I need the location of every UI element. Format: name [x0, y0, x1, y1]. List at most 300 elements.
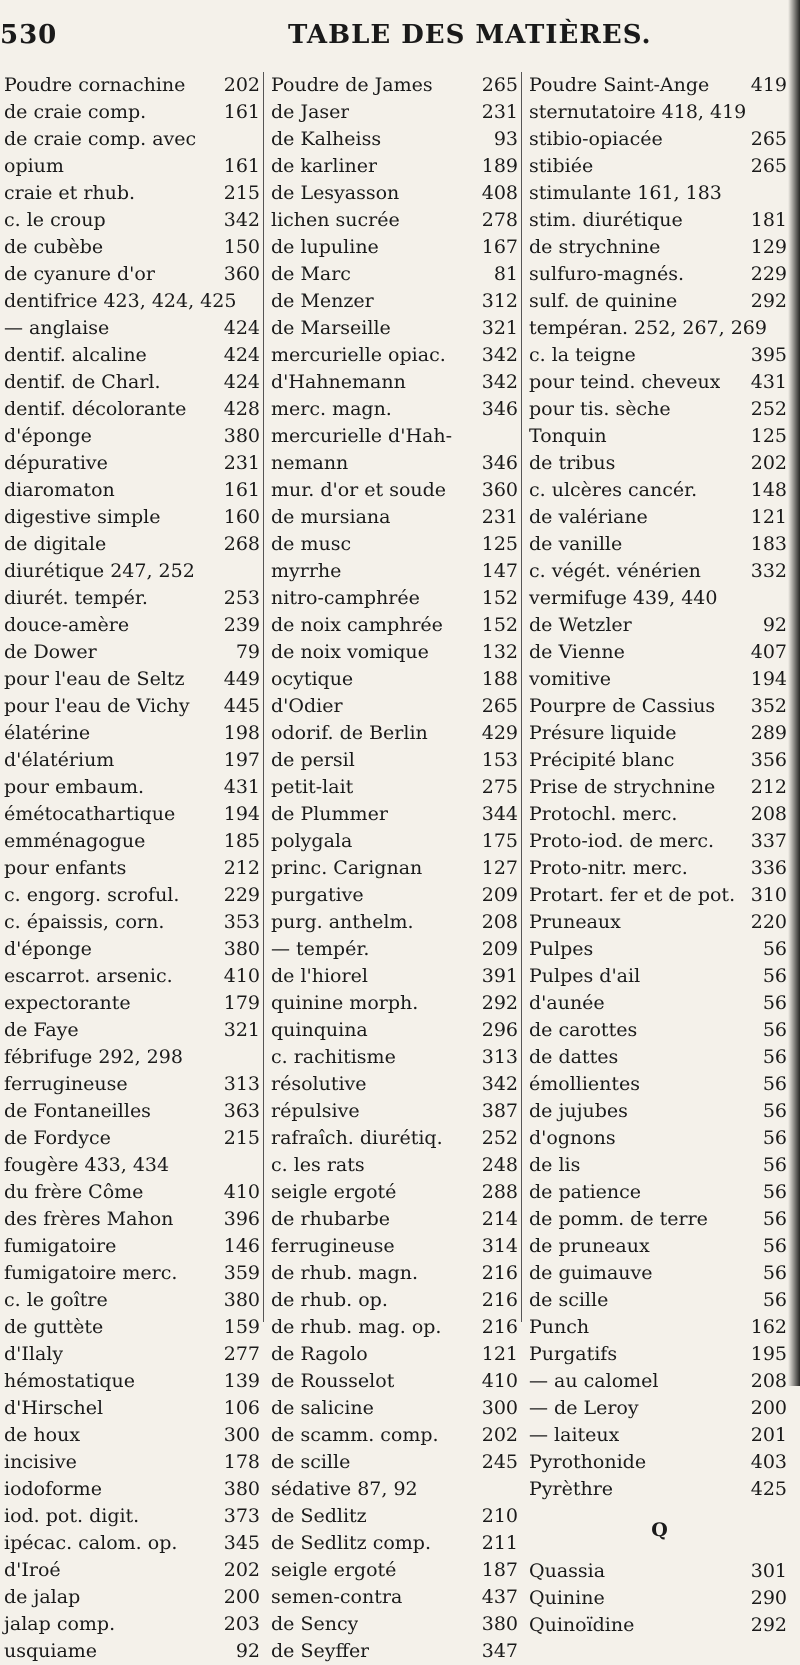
index-entry — [267, 126, 521, 153]
entry-label: Tonquin — [529, 425, 607, 447]
index-entry — [267, 774, 521, 801]
index-entry — [0, 261, 263, 288]
entry-page: 214 — [481, 1208, 518, 1230]
entry-label: lichen sucrée — [271, 209, 400, 231]
index-entry — [0, 882, 263, 909]
entry-label: fébrifuge 292, 298 — [4, 1046, 183, 1068]
index-entry — [0, 855, 263, 882]
entry-label: Pyrèthre — [529, 1478, 614, 1500]
entry-label: Poudre Saint-Ange — [529, 74, 710, 96]
index-entry — [267, 1233, 521, 1260]
entry-label: du frère Côme — [4, 1181, 144, 1203]
entry-label: de Rousselot — [271, 1370, 395, 1392]
entry-page: 346 — [481, 452, 518, 474]
index-entry — [267, 639, 521, 666]
entry-page: 162 — [750, 1316, 787, 1338]
entry-label: émétocathartique — [4, 803, 176, 825]
entry-page: 253 — [223, 587, 260, 609]
index-entry — [0, 1530, 263, 1557]
entry-label: de lis — [529, 1154, 581, 1176]
index-entry — [525, 477, 790, 504]
entry-page: 356 — [750, 749, 787, 771]
index-entry — [0, 1557, 263, 1584]
entry-label: de Sedlitz comp. — [271, 1532, 432, 1554]
entry-label: de Fordyce — [4, 1127, 111, 1149]
entry-page: 185 — [223, 830, 260, 852]
entry-label: Quassia — [529, 1560, 606, 1582]
entry-page: 248 — [481, 1154, 518, 1176]
index-entry — [525, 720, 790, 747]
entry-label: Proto-iod. de merc. — [529, 830, 715, 852]
index-entry — [525, 1098, 790, 1125]
index-entry — [525, 396, 790, 423]
entry-label: de Ragolo — [271, 1343, 368, 1365]
entry-page: 175 — [481, 830, 518, 852]
entry-page: 410 — [223, 965, 260, 987]
entry-page: 321 — [223, 1019, 260, 1041]
index-entry — [525, 1368, 790, 1395]
index-entry — [0, 153, 263, 180]
page-number: 530 — [0, 20, 58, 50]
index-entry — [267, 342, 521, 369]
index-entry — [525, 1287, 790, 1314]
entry-page: 189 — [481, 155, 518, 177]
index-entry — [525, 1395, 790, 1422]
entry-label: Pourpre de Cassius — [529, 695, 716, 717]
entry-label: Quinine — [529, 1587, 605, 1609]
index-entry — [0, 1287, 263, 1314]
entry-label: dentifrice 423, 424, 425 — [4, 290, 237, 312]
entry-label: de jujubes — [529, 1100, 628, 1122]
entry-label: de cubèbe — [4, 236, 104, 258]
index-entry — [525, 1476, 790, 1503]
entry-page: 153 — [481, 749, 518, 771]
entry-page: 268 — [223, 533, 260, 555]
index-entry — [267, 180, 521, 207]
entry-label: de Fontaneilles — [4, 1100, 151, 1122]
entry-page: 292 — [750, 290, 787, 312]
entry-page: 229 — [223, 884, 260, 906]
index-entry — [267, 801, 521, 828]
index-entry — [0, 936, 263, 963]
entry-page: 391 — [481, 965, 518, 987]
index-entry — [267, 450, 521, 477]
entry-page: 231 — [223, 452, 260, 474]
index-entry — [525, 369, 790, 396]
entry-label: c. épaissis, corn. — [4, 911, 165, 933]
entry-label: nemann — [271, 452, 349, 474]
entry-page: 424 — [223, 371, 260, 393]
index-entry — [525, 585, 790, 612]
entry-label: de houx — [4, 1424, 81, 1446]
index-entry — [0, 72, 263, 99]
entry-page: 160 — [223, 506, 260, 528]
entry-page: 288 — [481, 1181, 518, 1203]
entry-label: de jalap — [4, 1586, 81, 1608]
index-entry — [0, 396, 263, 423]
entry-page: 152 — [481, 587, 518, 609]
entry-page: 387 — [481, 1100, 518, 1122]
index-entry — [267, 1557, 521, 1584]
entry-page: 300 — [481, 1397, 518, 1419]
entry-page: 121 — [481, 1343, 518, 1365]
entry-label: de rhub. mag. op. — [271, 1316, 442, 1338]
entry-label: de lupuline — [271, 236, 379, 258]
entry-label: d'Iroé — [4, 1559, 61, 1581]
entry-label: pour tis. sèche — [529, 398, 671, 420]
entry-page: 428 — [223, 398, 260, 420]
entry-label: diaromaton — [4, 479, 115, 501]
index-entry — [267, 666, 521, 693]
index-entry — [0, 1611, 263, 1638]
entry-label: c. la teigne — [529, 344, 636, 366]
entry-page: 56 — [762, 1262, 787, 1284]
index-entry — [0, 369, 263, 396]
entry-page: 215 — [223, 182, 260, 204]
entry-label: Présure liquide — [529, 722, 677, 744]
index-entry — [525, 801, 790, 828]
entry-label: de Sedlitz — [271, 1505, 367, 1527]
index-entry — [267, 1125, 521, 1152]
entry-label: fumigatoire — [4, 1235, 117, 1257]
index-entry — [0, 1368, 263, 1395]
entry-label: de craie comp. avec — [4, 128, 197, 150]
entry-label: Protochl. merc. — [529, 803, 678, 825]
entry-label: tempéran. 252, 267, 269 — [529, 317, 767, 339]
entry-page: 216 — [481, 1289, 518, 1311]
entry-page: 56 — [762, 1154, 787, 1176]
index-entry — [267, 1206, 521, 1233]
entry-page: 195 — [750, 1343, 787, 1365]
entry-page: 56 — [762, 1046, 787, 1068]
entry-label: c. le goître — [4, 1289, 108, 1311]
entry-label: semen-contra — [271, 1586, 403, 1608]
entry-label: de patience — [529, 1181, 642, 1203]
entry-page: 431 — [750, 371, 787, 393]
index-entry — [267, 1368, 521, 1395]
entry-label: pour teind. cheveux — [529, 371, 721, 393]
entry-label: polygala — [271, 830, 353, 852]
index-entry — [0, 666, 263, 693]
entry-label: de vanille — [529, 533, 623, 555]
index-entry — [267, 1395, 521, 1422]
entry-page: 194 — [223, 803, 260, 825]
entry-label: de Vienne — [529, 641, 625, 663]
index-entry — [267, 1071, 521, 1098]
entry-page: 202 — [223, 1559, 260, 1581]
entry-page: 200 — [750, 1397, 787, 1419]
entry-page: 380 — [223, 1289, 260, 1311]
entry-page: 265 — [750, 128, 787, 150]
entry-page: 410 — [223, 1181, 260, 1203]
index-entry — [267, 1179, 521, 1206]
entry-label: — anglaise — [4, 317, 110, 339]
index-entry — [267, 423, 521, 450]
index-entry — [525, 963, 790, 990]
index-entry — [525, 1449, 790, 1476]
index-entry — [267, 963, 521, 990]
entry-page: 129 — [750, 236, 787, 258]
entry-label: de noix vomique — [271, 641, 429, 663]
entry-page: 345 — [223, 1532, 260, 1554]
index-entry — [0, 828, 263, 855]
entry-page: 56 — [762, 992, 787, 1014]
entry-page: 245 — [481, 1451, 518, 1473]
entry-label: opium — [4, 155, 64, 177]
entry-page: 229 — [750, 263, 787, 285]
index-entry — [0, 1638, 263, 1665]
index-entry — [0, 1584, 263, 1611]
entry-label: iodoforme — [4, 1478, 102, 1500]
entry-label: vermifuge 439, 440 — [529, 587, 718, 609]
entry-label: de Marc — [271, 263, 351, 285]
index-entry — [267, 1260, 521, 1287]
entry-page: 359 — [223, 1262, 260, 1284]
index-entry — [0, 1314, 263, 1341]
entry-label: d'élatérium — [4, 749, 115, 771]
index-entry — [525, 1179, 790, 1206]
entry-label: — tempér. — [271, 938, 370, 960]
entry-label: iod. pot. digit. — [4, 1505, 140, 1527]
entry-label: de scille — [529, 1289, 609, 1311]
index-entry — [267, 1584, 521, 1611]
entry-label: de rhubarbe — [271, 1208, 390, 1230]
index-entry — [267, 531, 521, 558]
index-column-3 — [525, 72, 790, 1636]
index-entry — [525, 855, 790, 882]
entry-page: 336 — [750, 857, 787, 879]
index-entry — [525, 936, 790, 963]
index-entry — [0, 1449, 263, 1476]
entry-page: 380 — [223, 425, 260, 447]
entry-page: 208 — [750, 1370, 787, 1392]
entry-label: répulsive — [271, 1100, 360, 1122]
entry-page: 210 — [481, 1505, 518, 1527]
entry-page: 150 — [223, 236, 260, 258]
index-entry — [0, 1017, 263, 1044]
index-entry — [0, 1341, 263, 1368]
entry-label: usquiame — [4, 1640, 98, 1662]
index-entry — [525, 504, 790, 531]
entry-page: 277 — [223, 1343, 260, 1365]
entry-label: pour embaum. — [4, 776, 145, 798]
entry-page: 203 — [223, 1613, 260, 1635]
entry-page: 121 — [750, 506, 787, 528]
entry-page: 179 — [223, 992, 260, 1014]
index-entry — [0, 1260, 263, 1287]
index-entry — [0, 315, 263, 342]
entry-label: des frères Mahon — [4, 1208, 174, 1230]
index-entry — [267, 1341, 521, 1368]
index-entry — [525, 1152, 790, 1179]
entry-label: stibiée — [529, 155, 594, 177]
entry-page: 183 — [750, 533, 787, 555]
index-entry — [525, 99, 790, 126]
entry-page: 301 — [750, 1560, 787, 1582]
entry-page: 81 — [493, 263, 518, 285]
index-entry — [0, 774, 263, 801]
entry-page: 321 — [481, 317, 518, 339]
entry-label: c. ulcères cancér. — [529, 479, 698, 501]
index-entry — [0, 1098, 263, 1125]
entry-page: 403 — [750, 1451, 787, 1473]
entry-label: Q — [651, 1519, 668, 1541]
entry-page: 300 — [223, 1424, 260, 1446]
entry-page: 92 — [762, 614, 787, 636]
entry-page: 425 — [750, 1478, 787, 1500]
index-column-1 — [0, 72, 264, 1662]
index-entry — [267, 720, 521, 747]
index-entry — [525, 882, 790, 909]
entry-page: 380 — [481, 1613, 518, 1635]
index-entry — [0, 180, 263, 207]
entry-page: 216 — [481, 1316, 518, 1338]
entry-label: de digitale — [4, 533, 107, 555]
entry-page: 56 — [762, 1073, 787, 1095]
entry-page: 56 — [762, 1235, 787, 1257]
entry-page: 209 — [481, 938, 518, 960]
index-entry — [525, 1206, 790, 1233]
entry-label: Pyrothonide — [529, 1451, 647, 1473]
entry-page: 211 — [481, 1532, 518, 1554]
index-entry — [525, 558, 790, 585]
entry-label: c. le croup — [4, 209, 106, 231]
entry-page: 216 — [481, 1262, 518, 1284]
index-entry — [0, 531, 263, 558]
index-entry — [0, 1152, 263, 1179]
index-entry — [525, 1422, 790, 1449]
entry-label: émollientes — [529, 1073, 641, 1095]
index-entry — [267, 693, 521, 720]
entry-label: sulf. de quinine — [529, 290, 678, 312]
entry-page: 252 — [750, 398, 787, 420]
entry-label: pour enfants — [4, 857, 127, 879]
entry-label: jalap comp. — [4, 1613, 116, 1635]
entry-label: sédative 87, 92 — [271, 1478, 418, 1500]
entry-page: 161 — [223, 479, 260, 501]
entry-label: Pulpes d'ail — [529, 965, 641, 987]
index-entry — [267, 477, 521, 504]
entry-page: 187 — [481, 1559, 518, 1581]
entry-label: c. engorg. scroful. — [4, 884, 180, 906]
entry-page: 215 — [223, 1127, 260, 1149]
entry-label: myrrhe — [271, 560, 342, 582]
entry-label: stim. diurétique — [529, 209, 683, 231]
index-entry — [525, 261, 790, 288]
entry-label: odorif. de Berlin — [271, 722, 428, 744]
entry-page: 202 — [750, 452, 787, 474]
index-entry — [525, 126, 790, 153]
entry-page: 188 — [481, 668, 518, 690]
entry-label: Prise de strychnine — [529, 776, 716, 798]
entry-page: 231 — [481, 506, 518, 528]
entry-label: c. rachitisme — [271, 1046, 396, 1068]
index-entry — [267, 1098, 521, 1125]
entry-label: nitro-camphrée — [271, 587, 420, 609]
entry-label: craie et rhub. — [4, 182, 136, 204]
entry-page: 408 — [481, 182, 518, 204]
index-entry — [267, 855, 521, 882]
index-entry — [0, 99, 263, 126]
index-entry — [525, 423, 790, 450]
entry-label: de Plummer — [271, 803, 388, 825]
index-entry — [525, 1341, 790, 1368]
entry-label: Purgatifs — [529, 1343, 618, 1365]
entry-page: 445 — [223, 695, 260, 717]
index-entry — [525, 234, 790, 261]
entry-page: 56 — [762, 1100, 787, 1122]
entry-page: 56 — [762, 1019, 787, 1041]
section-letter — [525, 1517, 790, 1544]
entry-label: de cyanure d'or — [4, 263, 155, 285]
index-entry — [267, 72, 521, 99]
entry-label: merc. magn. — [271, 398, 392, 420]
entry-page: 56 — [762, 938, 787, 960]
entry-label: de noix camphrée — [271, 614, 443, 636]
entry-page: 212 — [750, 776, 787, 798]
entry-label: hémostatique — [4, 1370, 136, 1392]
entry-page: 125 — [750, 425, 787, 447]
entry-label: de Menzer — [271, 290, 374, 312]
index-entry — [525, 666, 790, 693]
entry-label: purg. anthelm. — [271, 911, 414, 933]
entry-page: 342 — [481, 1073, 518, 1095]
index-entry — [267, 558, 521, 585]
index-entry — [267, 99, 521, 126]
index-entry — [267, 504, 521, 531]
index-entry — [0, 720, 263, 747]
entry-page: 56 — [762, 1289, 787, 1311]
entry-page: 380 — [223, 1478, 260, 1500]
index-entry — [0, 1206, 263, 1233]
index-entry — [267, 1017, 521, 1044]
entry-label: Poudre cornachine — [4, 74, 186, 96]
index-entry — [525, 828, 790, 855]
index-entry — [525, 288, 790, 315]
entry-label: sulfuro-magnés. — [529, 263, 685, 285]
index-entry — [0, 693, 263, 720]
entry-label: d'Hirschel — [4, 1397, 104, 1419]
entry-page: 93 — [493, 128, 518, 150]
index-entry — [267, 1530, 521, 1557]
index-entry — [0, 909, 263, 936]
index-entry — [267, 882, 521, 909]
entry-label: de pruneaux — [529, 1235, 650, 1257]
entry-page: 292 — [750, 1614, 787, 1636]
entry-label: d'éponge — [4, 425, 92, 447]
index-entry — [525, 909, 790, 936]
index-entry — [525, 1044, 790, 1071]
entry-label: d'éponge — [4, 938, 92, 960]
entry-page: 159 — [223, 1316, 260, 1338]
entry-label: d'ognons — [529, 1127, 616, 1149]
entry-page: 209 — [481, 884, 518, 906]
entry-page: 106 — [223, 1397, 260, 1419]
entry-label: d'Odier — [271, 695, 343, 717]
index-entry — [525, 1017, 790, 1044]
index-entry — [525, 1558, 790, 1585]
entry-label: dentif. décolorante — [4, 398, 187, 420]
index-entry — [525, 450, 790, 477]
entry-page: 56 — [762, 1181, 787, 1203]
entry-label: Pruneaux — [529, 911, 621, 933]
index-entry — [525, 774, 790, 801]
index-entry — [0, 990, 263, 1017]
index-entry — [0, 342, 263, 369]
entry-page: 181 — [750, 209, 787, 231]
entry-page: 424 — [223, 344, 260, 366]
entry-label: ocytique — [271, 668, 354, 690]
